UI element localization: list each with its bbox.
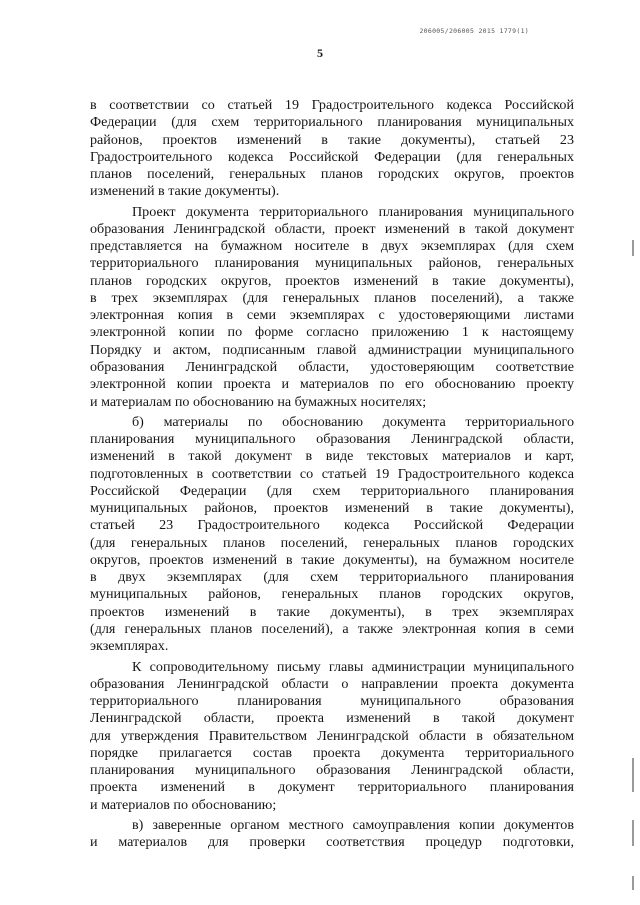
text-line: и материалов для проверки соответствия процедур подготовки, bbox=[90, 834, 574, 851]
text-line: планирования муниципального образования Ленинградской области, bbox=[90, 762, 574, 779]
text-line: Градостроительного кодекса Российской Федерации (для генеральных bbox=[90, 148, 574, 165]
text-line: электронной копии по форме согласно приложению 1 к настоящему bbox=[90, 324, 574, 341]
text-line: изменений в такие документы). bbox=[90, 183, 280, 200]
text-line: в двух экземплярах (для схем территориального планирования bbox=[90, 569, 574, 586]
text-line: электронная копия в семи экземплярах с удостоверяющими листами bbox=[90, 307, 574, 324]
text-line: муниципальных районов, генеральных планов городских округов, bbox=[90, 586, 574, 603]
text-line: для утверждения Правительством Ленинградской области в обязательном bbox=[90, 727, 574, 744]
text-line: в) заверенные органом местного самоуправления копии документов bbox=[132, 816, 574, 833]
text-line: представляется на бумажном носителе в двух экземплярах (для схем bbox=[90, 238, 574, 255]
text-line: статьей 23 Градостроительного кодекса Российской Федерации bbox=[90, 517, 574, 534]
text-line: б) материалы по обоснованию документа территориального bbox=[132, 413, 574, 430]
text-line: проекта изменений в документ территориального планирования bbox=[90, 779, 574, 796]
text-line: проектов изменений в такие документы), в трех экземплярах bbox=[90, 603, 574, 620]
scan-edge-mark bbox=[632, 820, 634, 846]
paragraph-item-b bbox=[90, 414, 574, 656]
text-line: экземплярах. bbox=[90, 638, 169, 655]
scan-edge-mark bbox=[632, 876, 634, 890]
paragraph-continuation bbox=[90, 97, 574, 201]
text-line: территориального планирования муниципальных районов, генеральных bbox=[90, 255, 574, 272]
text-line: Ленинградской области, проекта изменений в такой документ bbox=[90, 710, 574, 727]
text-line: Проект документа территориального планирования муниципального bbox=[132, 203, 574, 220]
text-line: районов, проектов изменений в такие документы), статьей 23 bbox=[90, 131, 574, 148]
text-line: и материалов по обоснованию; bbox=[90, 796, 277, 813]
page-number: 5 bbox=[317, 46, 323, 60]
text-line: планов поселений, генеральных планов городских округов, проектов bbox=[90, 166, 574, 183]
text-line: порядке прилагается состав проекта документа территориального bbox=[90, 744, 574, 761]
document-registration-number: 206005/206005 2015 1779(1) bbox=[419, 27, 529, 35]
text-line: К сопроводительному письму главы администрации муниципального bbox=[132, 658, 574, 675]
text-line: планов городских округов, проектов изменений в такие документы), bbox=[90, 272, 574, 289]
text-line: изменений в такой документ в виде текстовых материалов и карт, bbox=[90, 448, 574, 465]
text-line: образования Ленинградской области, проект изменений в такой документ bbox=[90, 220, 574, 237]
paragraph-cover-letter bbox=[90, 659, 574, 814]
text-line: электронной копии проекта и материалов по его обоснованию проекту bbox=[90, 376, 574, 393]
paragraph-item-v bbox=[90, 817, 574, 852]
text-line: образования Ленинградской области о направлении проекта документа bbox=[90, 675, 574, 692]
text-line: образования Ленинградской области, удостоверяющим соответствие bbox=[90, 358, 574, 375]
text-line: Порядку и актом, подписанным главой администрации муниципального bbox=[90, 341, 574, 358]
scan-edge-mark bbox=[632, 758, 634, 792]
text-line: муниципальных районов, проектов изменений в такие документы), bbox=[90, 500, 574, 517]
paragraph-project-document bbox=[90, 204, 574, 411]
text-line: в соответствии со статьей 19 Градостроительного кодекса Российской bbox=[90, 97, 574, 113]
text-line: подготовленных в соответствии со статьей 19 Градостроительного кодекса bbox=[90, 465, 574, 482]
text-line: округов, проектов изменений в такие документы), на бумажном носителе bbox=[90, 551, 574, 568]
text-line: Федерации (для схем территориального планирования муниципальных bbox=[90, 114, 574, 131]
text-line: (для генеральных планов поселений), а также электронная копия в семи bbox=[90, 620, 574, 637]
page-body bbox=[90, 97, 574, 854]
scan-edge-mark bbox=[632, 240, 634, 256]
text-line: планирования муниципального образования Ленинградской области, bbox=[90, 431, 574, 448]
text-line: (для генеральных планов поселений, генеральных планов городских bbox=[90, 534, 574, 551]
text-line: в трех экземплярах (для генеральных планов поселений), а также bbox=[90, 289, 574, 306]
text-line: Российской Федерации (для схем территориального планирования bbox=[90, 482, 574, 499]
text-line: территориального планирования муниципального образования bbox=[90, 693, 574, 710]
text-line: и материалам по обоснованию на бумажных носителях; bbox=[90, 393, 427, 410]
